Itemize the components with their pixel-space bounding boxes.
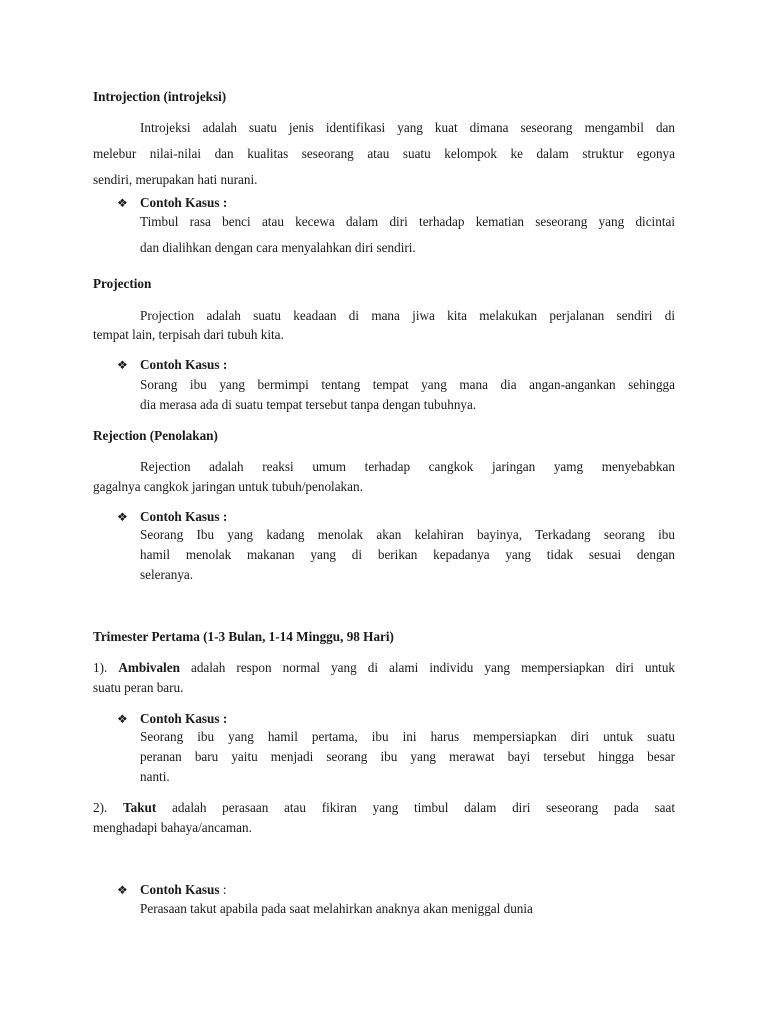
case-line: dan dialihkan dengan cara menyalahkan diri sendiri. (140, 240, 416, 255)
heading-introjection: Introjection (introjeksi) (93, 89, 227, 104)
case-line: Timbul rasa benci atau kecewa dalam diri terhadap kematian seseorang yang dicintai (140, 214, 675, 229)
case-line: Perasaan takut apabila pada saat melahirkan anaknya akan meniggal dunia (140, 901, 533, 916)
case-label: Contoh Kasus : (140, 509, 228, 524)
paragraph-line: tempat lain, terpisah dari tubuh kita. (93, 327, 284, 342)
item-number: 2). (93, 800, 108, 815)
item-text: adalah perasaan atau fikiran yang timbul dalam diri seseorang pada saat (172, 800, 675, 815)
paragraph-line: menghadapi bahaya/ancaman. (93, 820, 252, 835)
diamond-bullet-icon: ❖ (117, 712, 128, 726)
paragraph-line: suatu peran baru. (93, 680, 184, 695)
heading-rejection: Rejection (Penolakan) (93, 428, 218, 443)
heading-projection: Projection (93, 276, 152, 291)
diamond-bullet-icon: ❖ (117, 358, 128, 372)
paragraph-line: melebur nilai-nilai dan kualitas seseorang atau suatu kelompok ke dalam struktur egonya (93, 146, 675, 161)
heading-trimester: Trimester Pertama (1-3 Bulan, 1-14 Minggu, 98 Hari) (93, 629, 394, 644)
case-label: Contoh Kasus : (140, 195, 228, 210)
item-1-line (93, 660, 675, 676)
case-label: Contoh Kasus : (140, 711, 228, 726)
case-line: nanti. (140, 769, 170, 784)
paragraph-line: gagalnya cangkok jaringan untuk tubuh/penolakan. (93, 479, 363, 494)
paragraph-line: sendiri, merupakan hati nurani. (93, 172, 258, 187)
item-number: 1). (93, 660, 108, 675)
paragraph-line: Introjeksi adalah suatu jenis identifikasi yang kuat dimana seseorang mengambil dan (140, 120, 675, 135)
case-line: Seorang ibu yang hamil pertama, ibu ini harus mempersiapkan diri untuk suatu (140, 729, 675, 744)
item-term: Takut (123, 800, 157, 815)
item-2-line (93, 800, 675, 816)
case-colon: : (219, 882, 227, 897)
diamond-bullet-icon: ❖ (117, 510, 128, 524)
case-line: hamil menolak makanan yang di berikan kepadanya yang tidak sesuai dengan (140, 547, 675, 562)
case-line: Seorang Ibu yang kadang menolak akan kelahiran bayinya, Terkadang seorang ibu (140, 527, 675, 542)
diamond-bullet-icon: ❖ (117, 196, 128, 210)
case-label: Contoh Kasus : (140, 357, 228, 372)
case-label-line (140, 882, 227, 898)
case-line: peranan baru yaitu menjadi seorang ibu yang merawat bayi tersebut hingga besar (140, 749, 675, 764)
case-line: Sorang ibu yang bermimpi tentang tempat yang mana dia angan-angankan sehingga (140, 377, 675, 392)
diamond-bullet-icon: ❖ (117, 883, 128, 897)
case-line: dia merasa ada di suatu tempat tersebut tanpa dengan tubuhnya. (140, 397, 477, 412)
case-label: Contoh Kasus (140, 882, 220, 897)
paragraph-line: Projection adalah suatu keadaan di mana jiwa kita melakukan perjalanan sendiri di (140, 308, 675, 323)
case-line: seleranya. (140, 567, 194, 582)
item-text: adalah respon normal yang di alami individu yang mempersiapkan diri untuk (190, 660, 676, 675)
paragraph-line: Rejection adalah reaksi umum terhadap cangkok jaringan yamg menyebabkan (140, 459, 675, 474)
item-term: Ambivalen (118, 660, 180, 675)
